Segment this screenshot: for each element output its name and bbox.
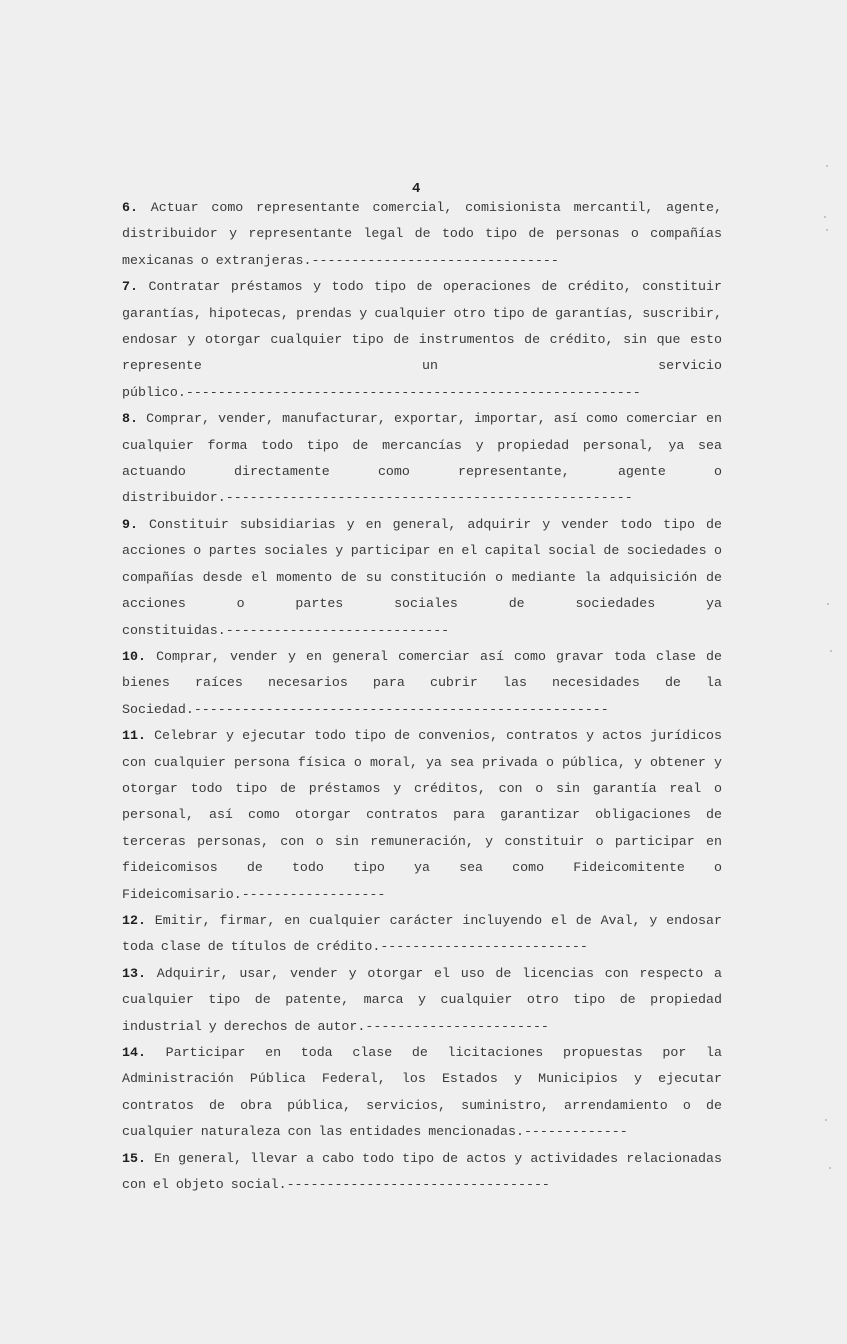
clause-number: 11. xyxy=(122,728,146,744)
clause-12 xyxy=(122,908,722,961)
clause-13 xyxy=(122,961,722,1040)
clause-text: Celebrar y ejecutar todo tipo de convenios, contratos y actos jurídicos con cualquier persona física o moral, ya sea privada o pública, y obtener y otorgar todo tipo de préstamos y créditos, con o sin garantía real o personal, así como otorgar contratos para garantizar obligaciones de terceras personas, con o sin remuneración, y constituir o participar en fideicomisos de todo tipo ya sea como Fideicomitente o Fideicomisario. xyxy=(122,728,722,902)
clause-15 xyxy=(122,1146,722,1199)
clause-number: 13. xyxy=(122,965,146,981)
dash-filler: ------------------------------- xyxy=(311,252,559,268)
clause-number: 14. xyxy=(122,1045,146,1060)
clause-text: Comprar, vender, manufacturar, exportar, importar, así como comerciar en cualquier forma todo tipo de mercancías y propiedad personal, ya sea actuando directamente como representante, agente o distribuidor. xyxy=(122,411,722,506)
dash-filler: ---------------------------------------------------- xyxy=(193,701,609,717)
clause-number: 12. xyxy=(122,912,146,928)
dash-filler: ------------------ xyxy=(241,886,386,902)
clause-number: 15. xyxy=(122,1150,146,1166)
scan-speck xyxy=(829,1167,831,1169)
clause-9 xyxy=(122,512,722,644)
clause-text: Adquirir, usar, vender y otorgar el uso de licencias con respecto a cualquier tipo de patente, marca y cualquier otro tipo de propiedad industrial y derechos de autor. xyxy=(122,965,723,1034)
scan-speck xyxy=(827,603,829,605)
dash-filler: ---------------------------- xyxy=(225,622,450,638)
clause-10 xyxy=(122,644,722,723)
dash-filler: --------------------------------------------------------- xyxy=(185,384,641,400)
clause-number: 8. xyxy=(122,411,138,427)
clause-number: 7. xyxy=(122,279,138,295)
clause-number: 6. xyxy=(122,200,138,215)
clause-6 xyxy=(122,195,722,274)
clause-text: En general, llevar a cabo todo tipo de actos y actividades relacionadas con el objeto social. xyxy=(122,1150,722,1193)
dash-filler: --------------------------------------------------- xyxy=(225,490,633,506)
clause-text: Actuar como representante comercial, comisionista mercantil, agente, distribuidor y representante legal de todo tipo de personas o compañías mexicanas o extranjeras. xyxy=(122,200,722,268)
clause-text: Participar en toda clase de licitaciones propuestas por la Administración Pública Federal, los Estados y Municipios y ejecutar contratos de obra pública, servicios, suministro, arrendamiento o de cualquier naturaleza con las entidades mencionadas. xyxy=(122,1045,723,1140)
clause-11 xyxy=(122,723,722,908)
clause-text: Constituir subsidiarias y en general, adquirir y vender todo tipo de acciones o partes sociales y participar en el capital social de sociedades o compañías desde el momento de su constitución o mediante la adquisición de acciones o partes sociales de sociedades ya constituidas. xyxy=(122,516,722,638)
clause-8 xyxy=(122,406,722,512)
clause-7 xyxy=(122,274,722,406)
scan-speck xyxy=(826,165,828,167)
scan-speck xyxy=(830,650,832,652)
scan-speck xyxy=(826,229,828,231)
dash-filler: -------------------------- xyxy=(380,939,588,955)
scan-speck xyxy=(824,216,826,218)
dash-filler: --------------------------------- xyxy=(286,1177,550,1193)
clause-number: 9. xyxy=(122,516,138,532)
clause-text: Contratar préstamos y todo tipo de operaciones de crédito, constituir garantías, hipotecas, prendas y cualquier otro tipo de garantías, suscribir, endosar y otorgar cualquier tipo de instrumentos de crédito, sin que esto represente un servicio público. xyxy=(122,279,722,400)
clause-text: Comprar, vender y en general comerciar así como gravar toda clase de bienes raíces necesarios para cubrir las necesidades de la Sociedad. xyxy=(122,648,722,717)
page-number: 4 xyxy=(412,181,421,197)
clause-14 xyxy=(122,1040,722,1146)
document-body xyxy=(122,195,722,1198)
clause-number: 10. xyxy=(122,648,146,664)
dash-filler: ----------------------- xyxy=(365,1018,549,1034)
scan-speck xyxy=(825,1119,827,1121)
clause-text: Emitir, firmar, en cualquier carácter incluyendo el de Aval, y endosar toda clase de títulos de crédito. xyxy=(122,912,722,955)
dash-filler: ------------- xyxy=(523,1124,628,1140)
